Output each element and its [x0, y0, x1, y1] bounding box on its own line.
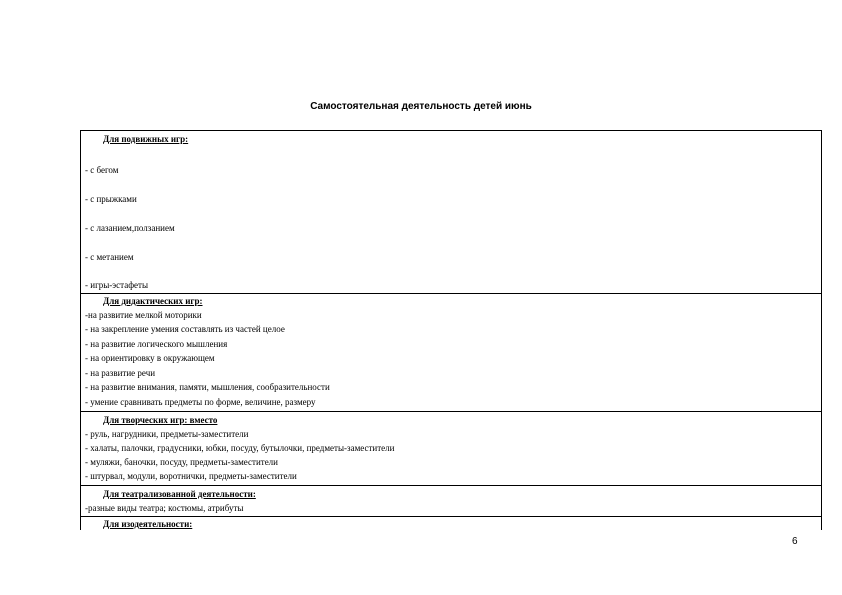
page-number: 6 [792, 536, 798, 547]
section-heading: Для подвижных игр: [103, 134, 189, 144]
list-item: - на ориентировку в окружающем [85, 353, 215, 363]
list-item: - муляжи, баночки, посуду, предметы-заместители [85, 457, 278, 467]
list-item: - на развитие логического мышления [85, 339, 228, 349]
list-item: - с прыжками [85, 194, 137, 204]
list-item: - игры-эстафеты [85, 280, 148, 290]
section-heading: Для театрализованной деятельности: [103, 489, 256, 499]
page-title: Самостоятельная деятельность детей июнь [310, 101, 532, 112]
section-art [81, 517, 821, 531]
list-item: - на развитие речи [85, 368, 156, 378]
section-didactic-games [81, 294, 821, 412]
section-heading: Для дидактических игр: [103, 296, 203, 306]
section-mobile-games [81, 131, 821, 294]
list-item: - на развитие внимания, памяти, мышления, сообразительности [85, 382, 330, 392]
activities-table [80, 130, 822, 530]
list-item: - руль, нагрудники, предметы-заместители [85, 429, 249, 439]
list-item: - с бегом [85, 165, 119, 175]
list-item: - с лазанием,ползанием [85, 223, 175, 233]
list-item: - на закрепление умения составлять из частей целое [85, 324, 285, 334]
list-item: - с метанием [85, 252, 134, 262]
section-theatre [81, 486, 821, 517]
list-item: -разные виды театра; костюмы, атрибуты [85, 503, 244, 513]
section-heading: Для изодеятельности: [103, 519, 193, 529]
list-item: - халаты, палочки, градусники, юбки, посуду, бутылочки, предметы-заместители [85, 443, 395, 453]
list-item: - штурвал, модули, воротнички, предметы-заместители [85, 471, 297, 481]
section-heading: Для творческих игр: вместо [103, 415, 218, 425]
list-item: -на развитие мелкой моторики [85, 310, 202, 320]
section-creative-games [81, 412, 821, 486]
list-item: - умение сравнивать предметы по форме, величине, размеру [85, 397, 316, 407]
